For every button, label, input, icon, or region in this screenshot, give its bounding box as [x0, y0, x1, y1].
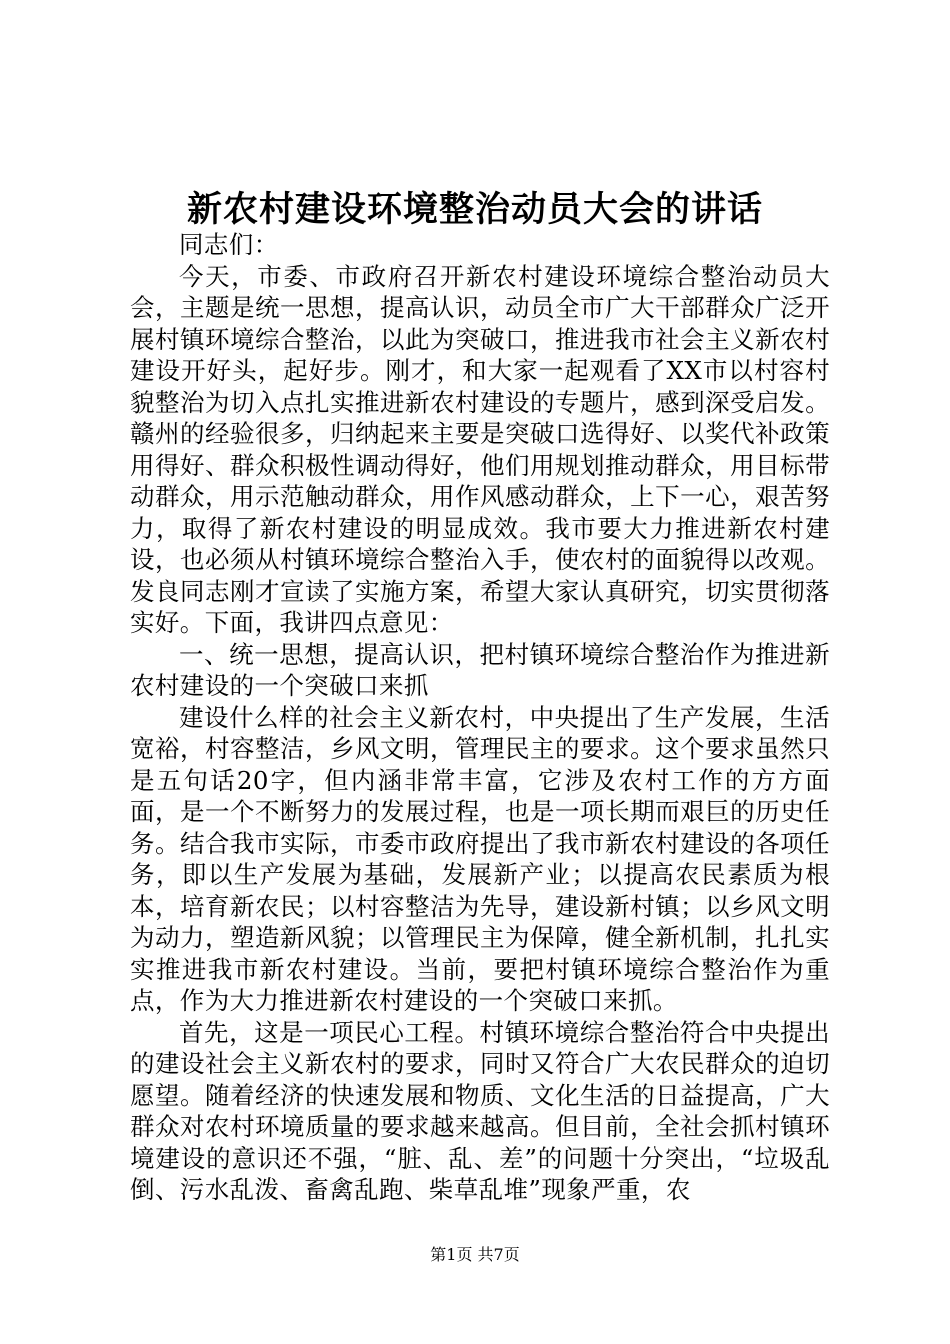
- salutation-paragraph: 同志们：: [179, 230, 279, 259]
- document-title: 新农村建设环境整治动员大会的讲话: [186, 189, 763, 230]
- page-footer: 第1页 共7页: [430, 1245, 520, 1264]
- body-paragraph: 首先，这是一项民心工程。村镇环境综合整治符合中央提出的建设社会主义新农村的要求，同时又符合广大农民群众的迫切愿望。随着经济的快速发展和物质、文化生活的日益提高，广大群众对农村环境质量的要求越来越高。但目前，全社会抓村镇环境建设的意识还不强，“脏、乱、差”的问题十分突出，“垃圾乱倒、污水乱泼、畜禽乱跑、柴草乱堆”现象严重，农: [130, 1017, 830, 1204]
- document-body: [130, 229, 830, 1206]
- section-heading-1: 一、统一思想，提高认识，把村镇环境综合整治作为推进新农村建设的一个突破口来抓: [130, 639, 830, 700]
- intro-paragraph: 今天，市委、市政府召开新农村建设环境综合整治动员大会，主题是统一思想，提高认识，动员全市广大干部群众广泛开展村镇环境综合整治，以此为突破口，推进我市社会主义新农村建设开好头，起好步。刚才，和大家一起观看了XX市以村容村貌整治为切入点扎实推进新农村建设的专题片，感到深受启发。赣州的经验很多，归纳起来主要是突破口选得好、以奖代补政策用得好、群众积极性调动得好，他们用规划推动群众，用目标带动群众，用示范触动群众，用作风感动群众，上下一心，艰苦努力，取得了新农村建设的明显成效。我市要大力推进新农村建设，也必须从村镇环境综合整治入手，使农村的面貌得以改观。发良同志刚才宣读了实施方案，希望大家认真研究，切实贯彻落实好。下面，我讲四点意见：: [130, 261, 830, 637]
- body-paragraph: 建设什么样的社会主义新农村，中央提出了生产发展，生活宽裕，村容整洁，乡风文明，管理民主的要求。这个要求虽然只是五句话20字，但内涵非常丰富，它涉及农村工作的方方面面，是一个不断努力的发展过程，也是一项长期而艰巨的历史任务。结合我市实际，市委市政府提出了我市新农村建设的各项任务，即以生产发展为基础，发展新产业；以提高农民素质为根本，培育新农民；以村容整洁为先导，建设新村镇；以乡风文明为动力，塑造新风貌；以管理民主为保障，健全新机制，扎扎实实推进我市新农村建设。当前，要把村镇环境综合整治作为重点，作为大力推进新农村建设的一个突破口来抓。: [130, 702, 830, 1015]
